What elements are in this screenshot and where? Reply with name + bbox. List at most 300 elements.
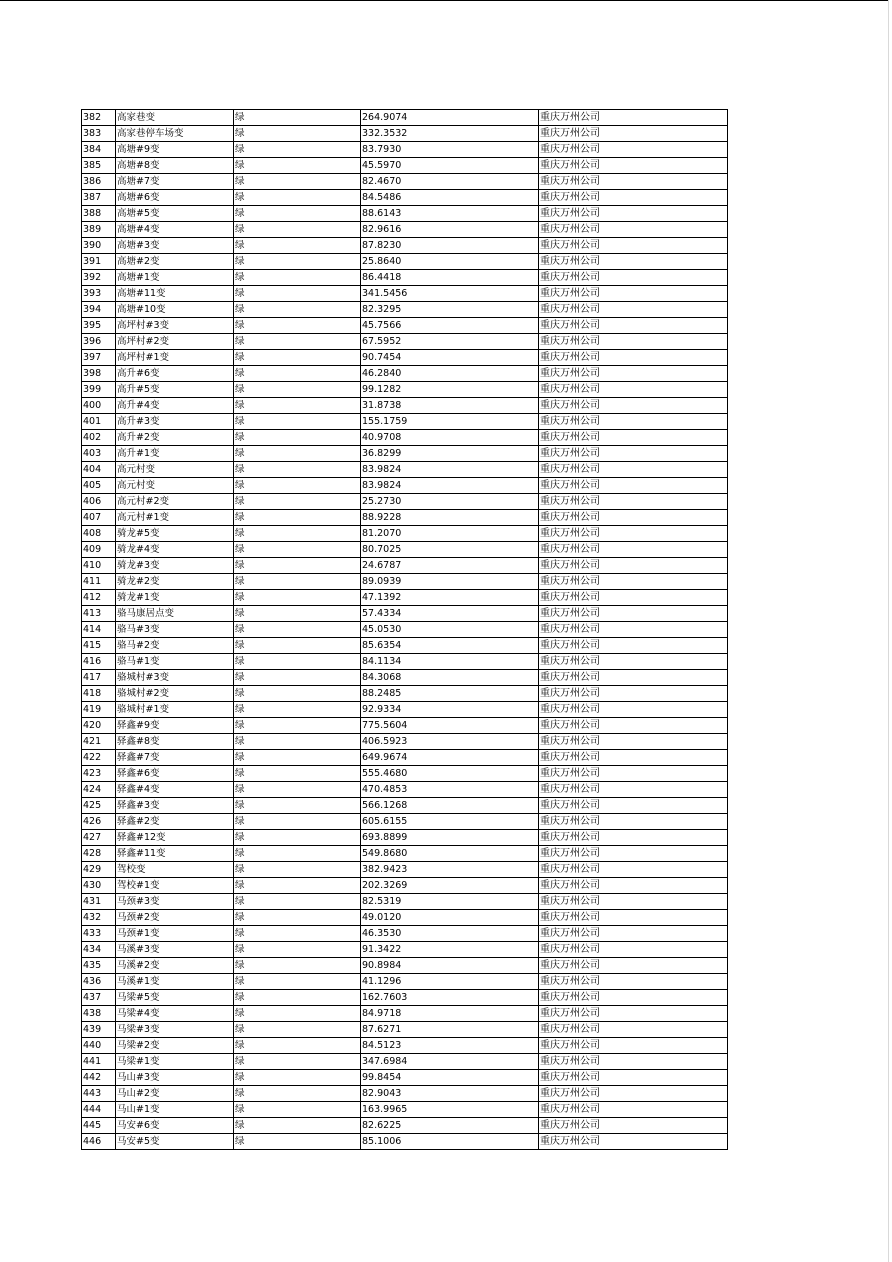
status-cell: 绿 xyxy=(234,222,361,238)
company-cell: 重庆万州公司 xyxy=(539,766,728,782)
row-number-cell: 424 xyxy=(82,782,116,798)
table-row xyxy=(82,222,728,238)
status-cell: 绿 xyxy=(234,686,361,702)
company-cell: 重庆万州公司 xyxy=(539,926,728,942)
company-cell: 重庆万州公司 xyxy=(539,862,728,878)
table-row xyxy=(82,238,728,254)
station-name-cell: 马安#6变 xyxy=(116,1118,234,1134)
row-number-cell: 411 xyxy=(82,574,116,590)
table-row xyxy=(82,1086,728,1102)
value-cell: 406.5923 xyxy=(361,734,539,750)
station-name-cell: 高塘#5变 xyxy=(116,206,234,222)
company-cell: 重庆万州公司 xyxy=(539,782,728,798)
station-name-cell: 马梁#3变 xyxy=(116,1022,234,1038)
row-number-cell: 390 xyxy=(82,238,116,254)
value-cell: 24.6787 xyxy=(361,558,539,574)
status-cell: 绿 xyxy=(234,894,361,910)
status-cell: 绿 xyxy=(234,766,361,782)
value-cell: 67.5952 xyxy=(361,334,539,350)
page-top-border xyxy=(0,0,888,1)
table-row xyxy=(82,622,728,638)
company-cell: 重庆万州公司 xyxy=(539,1038,728,1054)
row-number-cell: 389 xyxy=(82,222,116,238)
station-name-cell: 马梁#2变 xyxy=(116,1038,234,1054)
table-row xyxy=(82,1134,728,1150)
company-cell: 重庆万州公司 xyxy=(539,830,728,846)
status-cell: 绿 xyxy=(234,302,361,318)
value-cell: 83.9824 xyxy=(361,462,539,478)
row-number-cell: 427 xyxy=(82,830,116,846)
row-number-cell: 400 xyxy=(82,398,116,414)
row-number-cell: 444 xyxy=(82,1102,116,1118)
value-cell: 40.9708 xyxy=(361,430,539,446)
company-cell: 重庆万州公司 xyxy=(539,414,728,430)
company-cell: 重庆万州公司 xyxy=(539,1070,728,1086)
company-cell: 重庆万州公司 xyxy=(539,142,728,158)
station-name-cell: 马颈#2变 xyxy=(116,910,234,926)
table-row xyxy=(82,638,728,654)
company-cell: 重庆万州公司 xyxy=(539,366,728,382)
table-row xyxy=(82,1022,728,1038)
table-row xyxy=(82,590,728,606)
status-cell: 绿 xyxy=(234,1038,361,1054)
table-row xyxy=(82,350,728,366)
station-name-cell: 骆马康居点变 xyxy=(116,606,234,622)
station-name-cell: 高塘#4变 xyxy=(116,222,234,238)
company-cell: 重庆万州公司 xyxy=(539,798,728,814)
value-cell: 25.2730 xyxy=(361,494,539,510)
company-cell: 重庆万州公司 xyxy=(539,254,728,270)
company-cell: 重庆万州公司 xyxy=(539,606,728,622)
station-name-cell: 骆城村#2变 xyxy=(116,686,234,702)
station-name-cell: 骆城村#1变 xyxy=(116,702,234,718)
station-name-cell: 高元村变 xyxy=(116,462,234,478)
status-cell: 绿 xyxy=(234,110,361,126)
table-row xyxy=(82,1070,728,1086)
table-row xyxy=(82,286,728,302)
status-cell: 绿 xyxy=(234,590,361,606)
value-cell: 87.6271 xyxy=(361,1022,539,1038)
row-number-cell: 443 xyxy=(82,1086,116,1102)
row-number-cell: 404 xyxy=(82,462,116,478)
status-cell: 绿 xyxy=(234,1054,361,1070)
table-row xyxy=(82,430,728,446)
row-number-cell: 426 xyxy=(82,814,116,830)
table-row xyxy=(82,158,728,174)
row-number-cell: 432 xyxy=(82,910,116,926)
status-cell: 绿 xyxy=(234,974,361,990)
table-row xyxy=(82,270,728,286)
station-name-cell: 高塘#11变 xyxy=(116,286,234,302)
company-cell: 重庆万州公司 xyxy=(539,398,728,414)
station-name-cell: 骑龙#1变 xyxy=(116,590,234,606)
status-cell: 绿 xyxy=(234,430,361,446)
station-name-cell: 驿鑫#2变 xyxy=(116,814,234,830)
station-name-cell: 马山#3变 xyxy=(116,1070,234,1086)
row-number-cell: 397 xyxy=(82,350,116,366)
status-cell: 绿 xyxy=(234,1006,361,1022)
company-cell: 重庆万州公司 xyxy=(539,958,728,974)
value-cell: 155.1759 xyxy=(361,414,539,430)
company-cell: 重庆万州公司 xyxy=(539,1102,728,1118)
station-name-cell: 骑龙#2变 xyxy=(116,574,234,590)
value-cell: 86.4418 xyxy=(361,270,539,286)
station-name-cell: 高升#1变 xyxy=(116,446,234,462)
status-cell: 绿 xyxy=(234,286,361,302)
table-row xyxy=(82,766,728,782)
station-name-cell: 高元村#1变 xyxy=(116,510,234,526)
table-row xyxy=(82,318,728,334)
table-row xyxy=(82,990,728,1006)
row-number-cell: 429 xyxy=(82,862,116,878)
station-name-cell: 驾校变 xyxy=(116,862,234,878)
station-name-cell: 高升#6变 xyxy=(116,366,234,382)
status-cell: 绿 xyxy=(234,638,361,654)
value-cell: 81.2070 xyxy=(361,526,539,542)
row-number-cell: 407 xyxy=(82,510,116,526)
row-number-cell: 394 xyxy=(82,302,116,318)
value-cell: 84.3068 xyxy=(361,670,539,686)
company-cell: 重庆万州公司 xyxy=(539,1118,728,1134)
table-row xyxy=(82,894,728,910)
company-cell: 重庆万州公司 xyxy=(539,1134,728,1150)
table-row xyxy=(82,1118,728,1134)
company-cell: 重庆万州公司 xyxy=(539,686,728,702)
row-number-cell: 439 xyxy=(82,1022,116,1038)
table-row xyxy=(82,1054,728,1070)
company-cell: 重庆万州公司 xyxy=(539,718,728,734)
station-name-cell: 马梁#1变 xyxy=(116,1054,234,1070)
value-cell: 80.7025 xyxy=(361,542,539,558)
value-cell: 90.8984 xyxy=(361,958,539,974)
station-name-cell: 驿鑫#9变 xyxy=(116,718,234,734)
status-cell: 绿 xyxy=(234,542,361,558)
row-number-cell: 423 xyxy=(82,766,116,782)
company-cell: 重庆万州公司 xyxy=(539,510,728,526)
value-cell: 162.7603 xyxy=(361,990,539,1006)
value-cell: 99.1282 xyxy=(361,382,539,398)
row-number-cell: 437 xyxy=(82,990,116,1006)
table-row xyxy=(82,302,728,318)
status-cell: 绿 xyxy=(234,622,361,638)
station-name-cell: 驿鑫#12变 xyxy=(116,830,234,846)
station-name-cell: 高塘#2变 xyxy=(116,254,234,270)
value-cell: 82.3295 xyxy=(361,302,539,318)
station-name-cell: 驾校#1变 xyxy=(116,878,234,894)
station-name-cell: 高升#2变 xyxy=(116,430,234,446)
station-name-cell: 高塘#10变 xyxy=(116,302,234,318)
table-row xyxy=(82,110,728,126)
row-number-cell: 412 xyxy=(82,590,116,606)
value-cell: 83.9824 xyxy=(361,478,539,494)
station-name-cell: 高塘#8变 xyxy=(116,158,234,174)
row-number-cell: 410 xyxy=(82,558,116,574)
status-cell: 绿 xyxy=(234,510,361,526)
company-cell: 重庆万州公司 xyxy=(539,638,728,654)
status-cell: 绿 xyxy=(234,526,361,542)
status-cell: 绿 xyxy=(234,654,361,670)
table-row xyxy=(82,1038,728,1054)
company-cell: 重庆万州公司 xyxy=(539,542,728,558)
value-cell: 31.8738 xyxy=(361,398,539,414)
value-cell: 566.1268 xyxy=(361,798,539,814)
table-row xyxy=(82,702,728,718)
table-row xyxy=(82,734,728,750)
company-cell: 重庆万州公司 xyxy=(539,446,728,462)
row-number-cell: 383 xyxy=(82,126,116,142)
table-row xyxy=(82,654,728,670)
page-right-edge xyxy=(888,0,889,1262)
company-cell: 重庆万州公司 xyxy=(539,1054,728,1070)
status-cell: 绿 xyxy=(234,926,361,942)
status-cell: 绿 xyxy=(234,1102,361,1118)
company-cell: 重庆万州公司 xyxy=(539,750,728,766)
value-cell: 555.4680 xyxy=(361,766,539,782)
table-row xyxy=(82,670,728,686)
table-row xyxy=(82,798,728,814)
table-row xyxy=(82,398,728,414)
row-number-cell: 387 xyxy=(82,190,116,206)
station-name-cell: 高升#4变 xyxy=(116,398,234,414)
company-cell: 重庆万州公司 xyxy=(539,462,728,478)
row-number-cell: 422 xyxy=(82,750,116,766)
row-number-cell: 405 xyxy=(82,478,116,494)
company-cell: 重庆万州公司 xyxy=(539,846,728,862)
status-cell: 绿 xyxy=(234,1022,361,1038)
company-cell: 重庆万州公司 xyxy=(539,382,728,398)
station-name-cell: 高元村变 xyxy=(116,478,234,494)
status-cell: 绿 xyxy=(234,1070,361,1086)
table-row xyxy=(82,878,728,894)
row-number-cell: 434 xyxy=(82,942,116,958)
value-cell: 549.8680 xyxy=(361,846,539,862)
table-row xyxy=(82,494,728,510)
company-cell: 重庆万州公司 xyxy=(539,894,728,910)
value-cell: 84.5486 xyxy=(361,190,539,206)
company-cell: 重庆万州公司 xyxy=(539,494,728,510)
station-name-cell: 高塘#3变 xyxy=(116,238,234,254)
station-name-cell: 高塘#6变 xyxy=(116,190,234,206)
value-cell: 45.0530 xyxy=(361,622,539,638)
status-cell: 绿 xyxy=(234,734,361,750)
table-row xyxy=(82,846,728,862)
station-name-cell: 驿鑫#3变 xyxy=(116,798,234,814)
table-row xyxy=(82,206,728,222)
station-name-cell: 骆马#1变 xyxy=(116,654,234,670)
row-number-cell: 446 xyxy=(82,1134,116,1150)
station-name-cell: 驿鑫#7变 xyxy=(116,750,234,766)
table-row xyxy=(82,814,728,830)
company-cell: 重庆万州公司 xyxy=(539,350,728,366)
status-cell: 绿 xyxy=(234,846,361,862)
status-cell: 绿 xyxy=(234,750,361,766)
station-name-cell: 高元村#2变 xyxy=(116,494,234,510)
status-cell: 绿 xyxy=(234,830,361,846)
row-number-cell: 415 xyxy=(82,638,116,654)
table-row xyxy=(82,142,728,158)
company-cell: 重庆万州公司 xyxy=(539,158,728,174)
row-number-cell: 403 xyxy=(82,446,116,462)
company-cell: 重庆万州公司 xyxy=(539,318,728,334)
company-cell: 重庆万州公司 xyxy=(539,302,728,318)
table-row xyxy=(82,606,728,622)
value-cell: 605.6155 xyxy=(361,814,539,830)
row-number-cell: 420 xyxy=(82,718,116,734)
status-cell: 绿 xyxy=(234,478,361,494)
company-cell: 重庆万州公司 xyxy=(539,974,728,990)
row-number-cell: 391 xyxy=(82,254,116,270)
status-cell: 绿 xyxy=(234,318,361,334)
value-cell: 85.1006 xyxy=(361,1134,539,1150)
company-cell: 重庆万州公司 xyxy=(539,942,728,958)
table-row xyxy=(82,1102,728,1118)
row-number-cell: 430 xyxy=(82,878,116,894)
row-number-cell: 416 xyxy=(82,654,116,670)
row-number-cell: 399 xyxy=(82,382,116,398)
value-cell: 264.9074 xyxy=(361,110,539,126)
value-cell: 45.7566 xyxy=(361,318,539,334)
row-number-cell: 418 xyxy=(82,686,116,702)
row-number-cell: 393 xyxy=(82,286,116,302)
station-name-cell: 高家巷停车场变 xyxy=(116,126,234,142)
row-number-cell: 442 xyxy=(82,1070,116,1086)
value-cell: 775.5604 xyxy=(361,718,539,734)
status-cell: 绿 xyxy=(234,718,361,734)
station-name-cell: 高塘#1变 xyxy=(116,270,234,286)
station-name-cell: 高坪村#2变 xyxy=(116,334,234,350)
status-cell: 绿 xyxy=(234,878,361,894)
status-cell: 绿 xyxy=(234,558,361,574)
row-number-cell: 401 xyxy=(82,414,116,430)
row-number-cell: 436 xyxy=(82,974,116,990)
status-cell: 绿 xyxy=(234,1086,361,1102)
table-row xyxy=(82,830,728,846)
company-cell: 重庆万州公司 xyxy=(539,206,728,222)
station-name-cell: 驿鑫#8变 xyxy=(116,734,234,750)
table-row xyxy=(82,958,728,974)
value-cell: 88.9228 xyxy=(361,510,539,526)
value-cell: 90.7454 xyxy=(361,350,539,366)
company-cell: 重庆万州公司 xyxy=(539,126,728,142)
row-number-cell: 386 xyxy=(82,174,116,190)
table-row xyxy=(82,414,728,430)
company-cell: 重庆万州公司 xyxy=(539,590,728,606)
table-row xyxy=(82,526,728,542)
table-row xyxy=(82,174,728,190)
status-cell: 绿 xyxy=(234,958,361,974)
row-number-cell: 384 xyxy=(82,142,116,158)
status-cell: 绿 xyxy=(234,206,361,222)
company-cell: 重庆万州公司 xyxy=(539,990,728,1006)
value-cell: 92.9334 xyxy=(361,702,539,718)
company-cell: 重庆万州公司 xyxy=(539,1022,728,1038)
value-cell: 49.0120 xyxy=(361,910,539,926)
row-number-cell: 438 xyxy=(82,1006,116,1022)
row-number-cell: 395 xyxy=(82,318,116,334)
row-number-cell: 425 xyxy=(82,798,116,814)
station-name-cell: 高升#3变 xyxy=(116,414,234,430)
row-number-cell: 409 xyxy=(82,542,116,558)
row-number-cell: 445 xyxy=(82,1118,116,1134)
value-cell: 91.3422 xyxy=(361,942,539,958)
station-name-cell: 骆马#3变 xyxy=(116,622,234,638)
value-cell: 89.0939 xyxy=(361,574,539,590)
row-number-cell: 435 xyxy=(82,958,116,974)
station-name-cell: 马溪#2变 xyxy=(116,958,234,974)
table-row xyxy=(82,126,728,142)
status-cell: 绿 xyxy=(234,990,361,1006)
table-row xyxy=(82,862,728,878)
table-row xyxy=(82,366,728,382)
value-cell: 382.9423 xyxy=(361,862,539,878)
station-name-cell: 马梁#4变 xyxy=(116,1006,234,1022)
row-number-cell: 402 xyxy=(82,430,116,446)
status-cell: 绿 xyxy=(234,238,361,254)
row-number-cell: 388 xyxy=(82,206,116,222)
station-name-cell: 高坪村#3变 xyxy=(116,318,234,334)
value-cell: 87.8230 xyxy=(361,238,539,254)
value-cell: 36.8299 xyxy=(361,446,539,462)
row-number-cell: 433 xyxy=(82,926,116,942)
status-cell: 绿 xyxy=(234,334,361,350)
table-row xyxy=(82,446,728,462)
status-cell: 绿 xyxy=(234,382,361,398)
value-cell: 82.9616 xyxy=(361,222,539,238)
row-number-cell: 392 xyxy=(82,270,116,286)
value-cell: 46.2840 xyxy=(361,366,539,382)
station-name-cell: 高塘#7变 xyxy=(116,174,234,190)
station-name-cell: 马安#5变 xyxy=(116,1134,234,1150)
company-cell: 重庆万州公司 xyxy=(539,910,728,926)
row-number-cell: 385 xyxy=(82,158,116,174)
value-cell: 470.4853 xyxy=(361,782,539,798)
table-row xyxy=(82,574,728,590)
value-cell: 85.6354 xyxy=(361,638,539,654)
company-cell: 重庆万州公司 xyxy=(539,654,728,670)
company-cell: 重庆万州公司 xyxy=(539,734,728,750)
status-cell: 绿 xyxy=(234,702,361,718)
company-cell: 重庆万州公司 xyxy=(539,702,728,718)
table-row xyxy=(82,926,728,942)
value-cell: 82.9043 xyxy=(361,1086,539,1102)
status-cell: 绿 xyxy=(234,398,361,414)
company-cell: 重庆万州公司 xyxy=(539,238,728,254)
table-row xyxy=(82,254,728,270)
row-number-cell: 428 xyxy=(82,846,116,862)
station-name-cell: 马颈#3变 xyxy=(116,894,234,910)
row-number-cell: 408 xyxy=(82,526,116,542)
value-cell: 57.4334 xyxy=(361,606,539,622)
company-cell: 重庆万州公司 xyxy=(539,558,728,574)
row-number-cell: 419 xyxy=(82,702,116,718)
status-cell: 绿 xyxy=(234,174,361,190)
company-cell: 重庆万州公司 xyxy=(539,190,728,206)
value-cell: 83.7930 xyxy=(361,142,539,158)
station-name-cell: 高家巷变 xyxy=(116,110,234,126)
row-number-cell: 431 xyxy=(82,894,116,910)
station-name-cell: 骑龙#4变 xyxy=(116,542,234,558)
company-cell: 重庆万州公司 xyxy=(539,174,728,190)
table-row xyxy=(82,750,728,766)
value-cell: 25.8640 xyxy=(361,254,539,270)
status-cell: 绿 xyxy=(234,350,361,366)
station-name-cell: 骆城村#3变 xyxy=(116,670,234,686)
station-name-cell: 马颈#1变 xyxy=(116,926,234,942)
status-cell: 绿 xyxy=(234,126,361,142)
table-row xyxy=(82,462,728,478)
value-cell: 82.6225 xyxy=(361,1118,539,1134)
value-cell: 45.5970 xyxy=(361,158,539,174)
